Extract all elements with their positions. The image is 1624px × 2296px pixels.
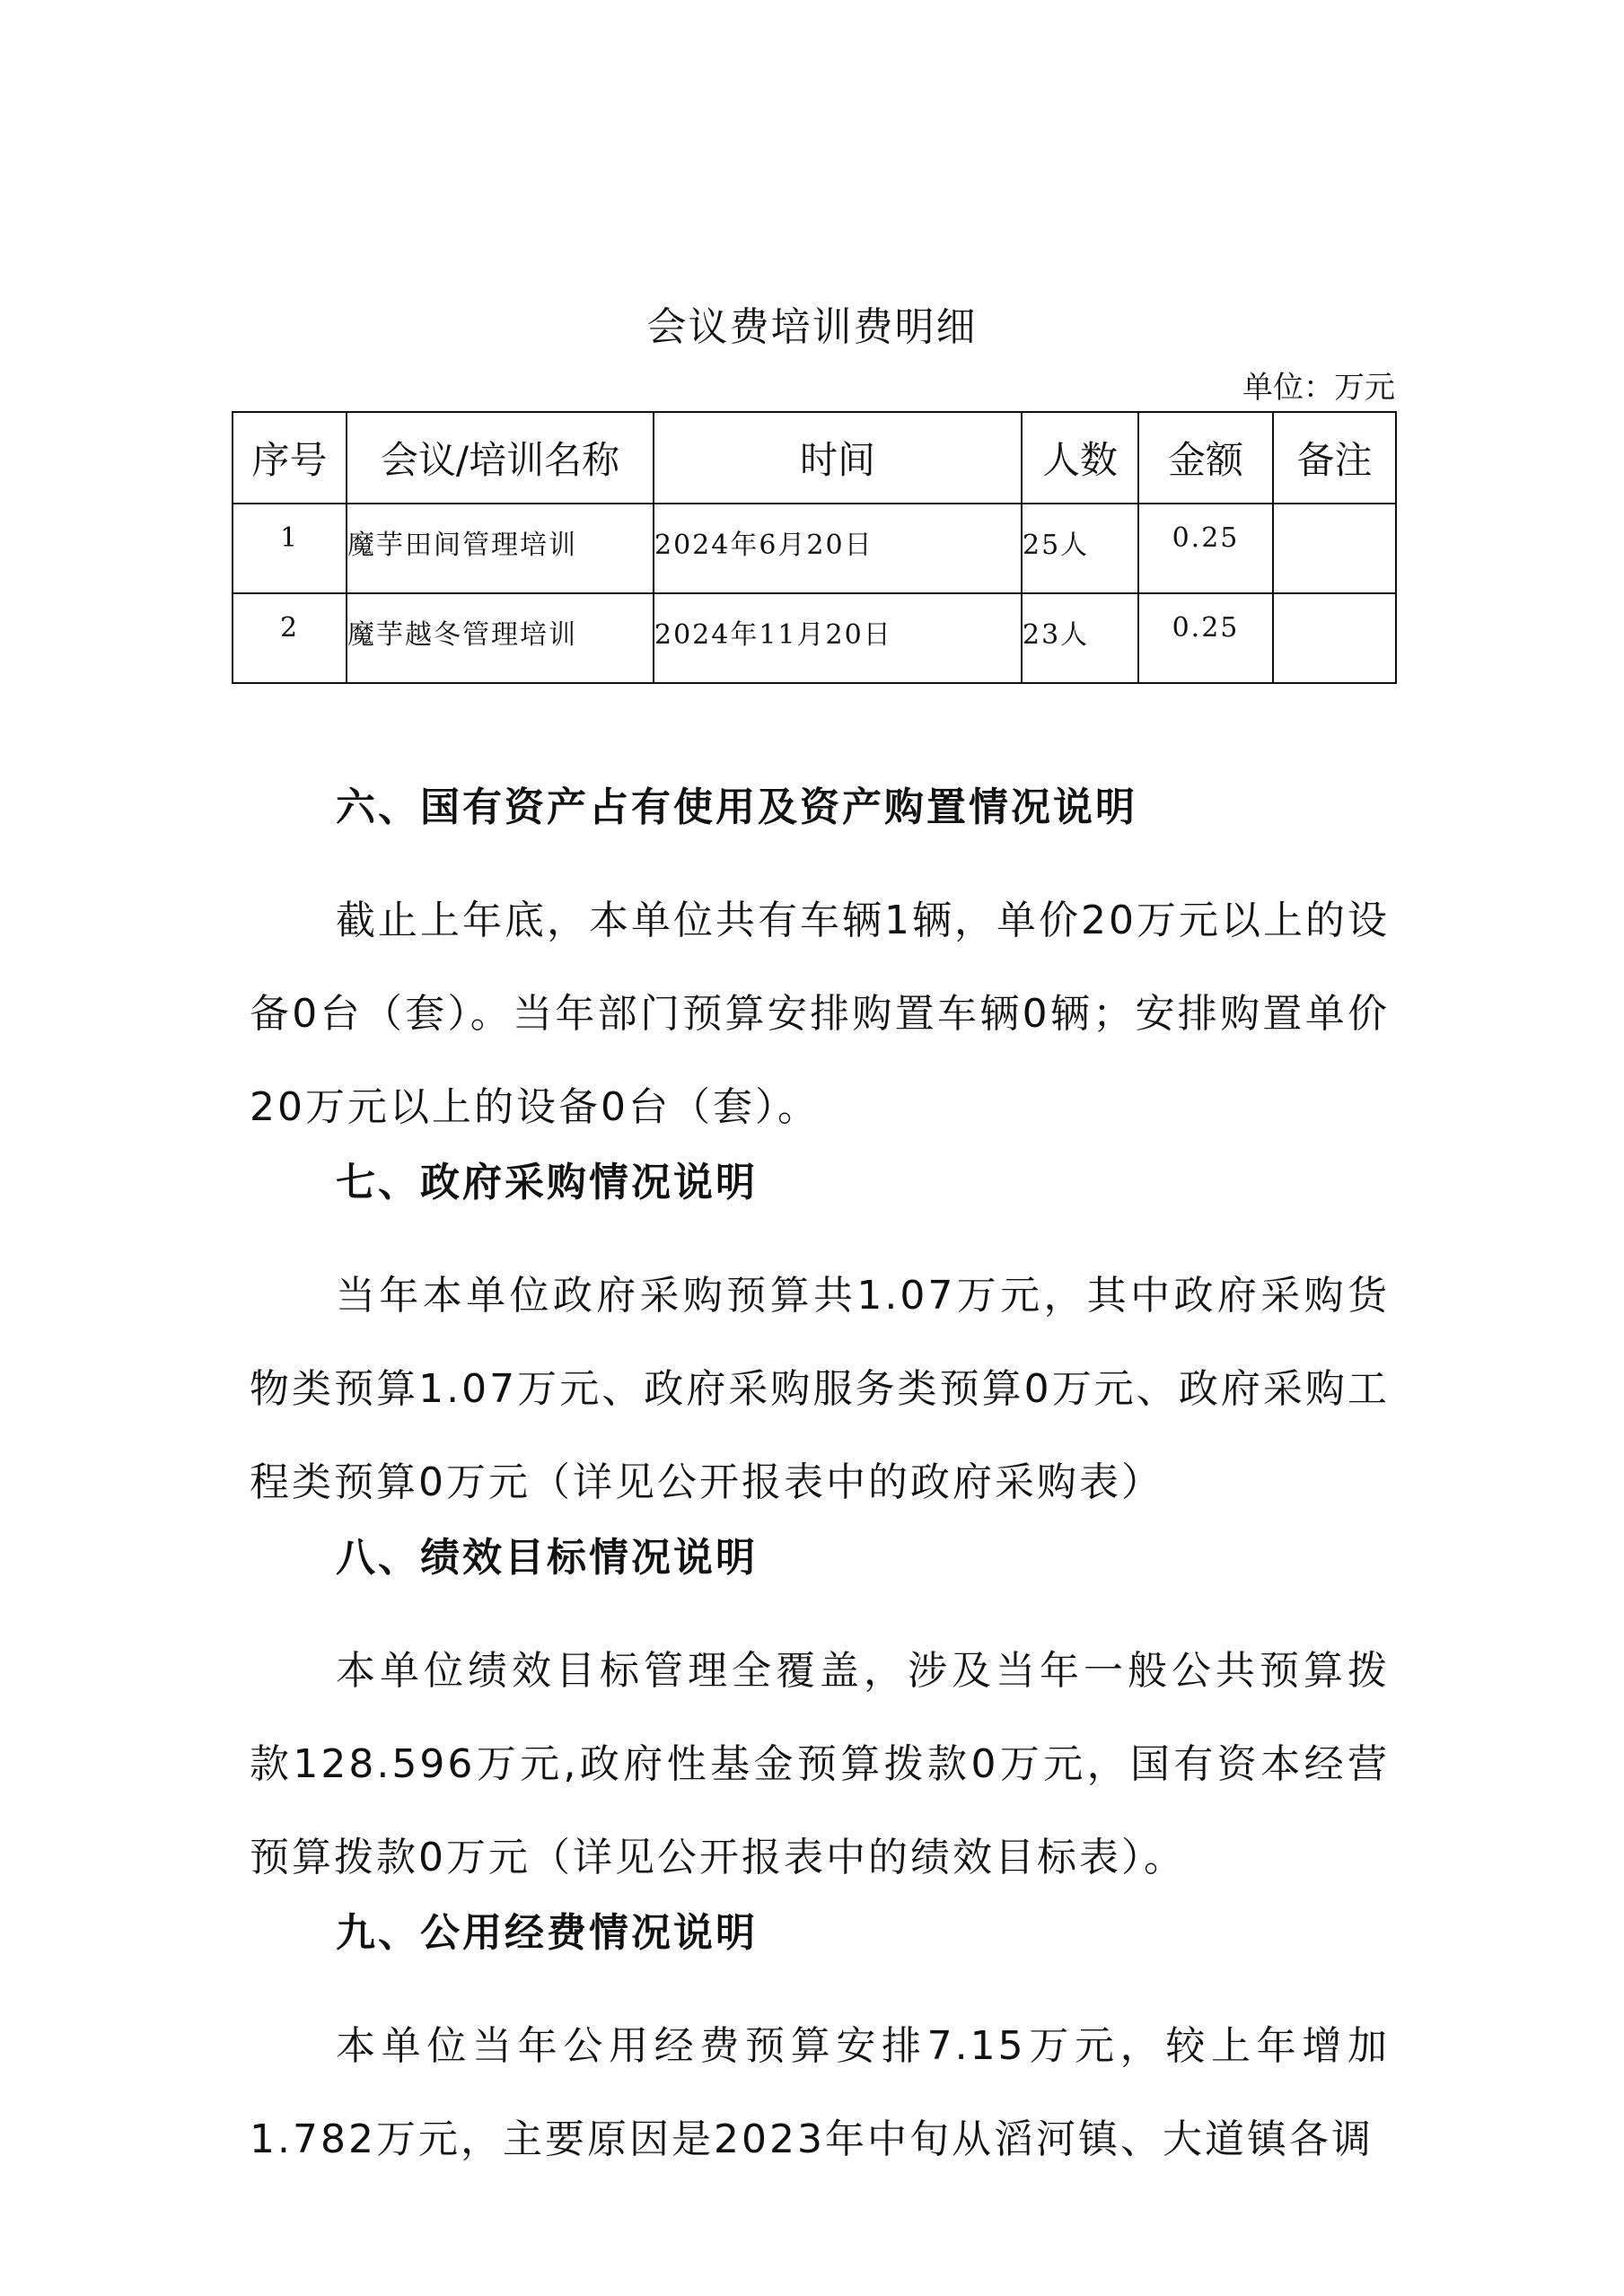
section-paragraph: 本单位当年公用经费预算安排7.15万元，较上年增加1.782万元，主要原因是2023年中旬从滔河镇、大道镇各调 [250, 2023, 1390, 2162]
section-heading: 六、国有资产占有使用及资产购置情况说明 [336, 784, 1137, 830]
header-people: 人数 [1022, 412, 1138, 504]
header-seq: 序号 [233, 412, 347, 504]
header-name: 会议/培训名称 [347, 412, 654, 504]
header-remark: 备注 [1273, 412, 1396, 504]
cell-name: 魔芋越冬管理培训 [347, 593, 654, 683]
cell-time: 2024年6月20日 [654, 504, 1022, 593]
cell-amount: 0.25 [1138, 504, 1273, 593]
cell-remark [1273, 593, 1396, 683]
cell-amount: 0.25 [1138, 593, 1273, 683]
cell-people: 23人 [1022, 593, 1138, 683]
section-heading: 七、政府采购情况说明 [336, 1160, 758, 1205]
meeting-training-expense-table [232, 411, 1397, 684]
header-amount: 金额 [1138, 412, 1273, 504]
table-header-row [233, 412, 1396, 504]
unit-label: 单位：万元 [1242, 370, 1395, 406]
cell-remark [1273, 504, 1396, 593]
body-text [250, 779, 1390, 2186]
section-heading: 八、绩效目标情况说明 [336, 1535, 758, 1581]
table-row [233, 593, 1396, 683]
cell-time: 2024年11月20日 [654, 593, 1022, 683]
section-paragraph: 当年本单位政府采购预算共1.07万元，其中政府采购货物类预算1.07万元、政府采购服务类预算0万元、政府采购工程类预算0万元（详见公开报表中的政府采购表） [250, 1273, 1390, 1505]
section-paragraph: 本单位绩效目标管理全覆盖，涉及当年一般公共预算拨款128.596万元,政府性基金预算拨款0万元，国有资本经营预算拨款0万元（详见公开报表中的绩效目标表）。 [250, 1648, 1390, 1880]
table-row [233, 504, 1396, 593]
header-time: 时间 [654, 412, 1022, 504]
cell-seq: 2 [233, 593, 347, 683]
cell-seq: 1 [233, 504, 347, 593]
document-title: 会议费培训费明细 [646, 304, 978, 350]
cell-name: 魔芋田间管理培训 [347, 504, 654, 593]
section-heading: 九、公用经费情况说明 [336, 1910, 758, 1956]
cell-people: 25人 [1022, 504, 1138, 593]
section-paragraph: 截止上年底，本单位共有车辆1辆，单价20万元以上的设备0台（套）。当年部门预算安排购置车辆0辆；安排购置单价20万元以上的设备0台（套）。 [250, 898, 1390, 1130]
